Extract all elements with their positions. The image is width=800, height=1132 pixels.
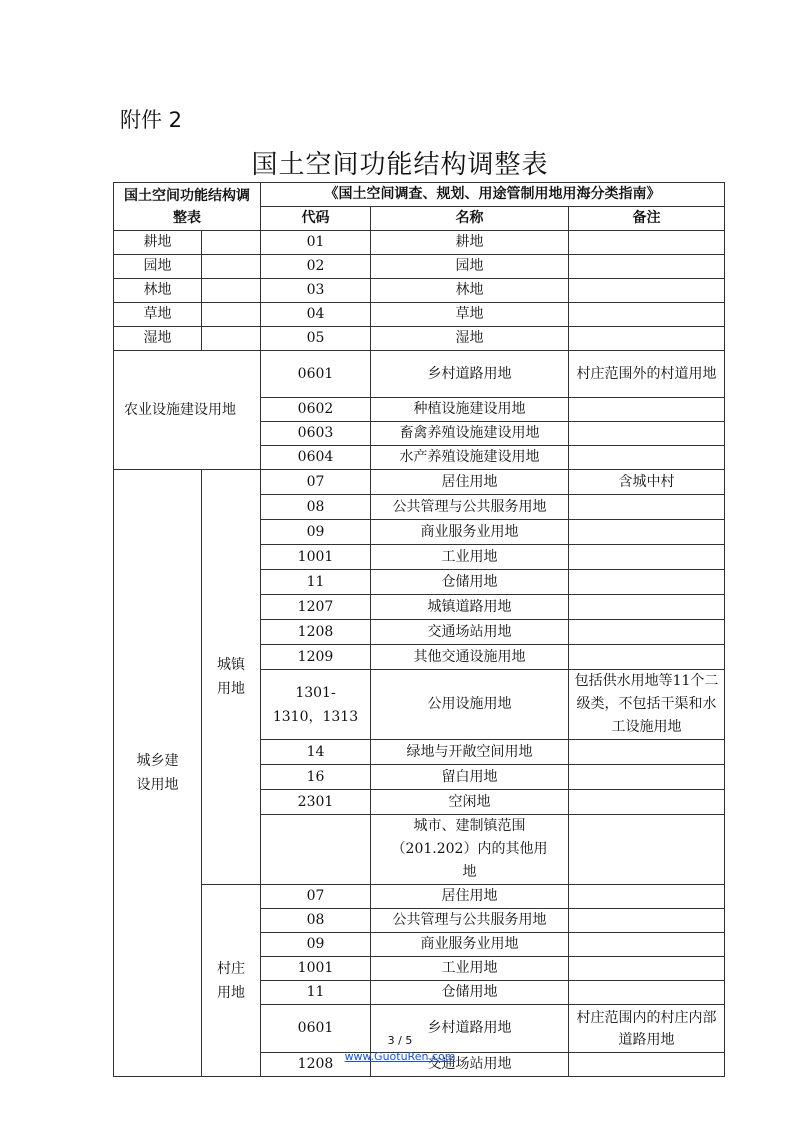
table-row [114, 470, 725, 495]
subcategory-cell [202, 231, 261, 255]
name-cell: 林地 [371, 279, 569, 303]
name-cell: 公共管理与公共服务用地 [371, 495, 569, 520]
note-cell [569, 645, 725, 670]
code-cell: 0601 [261, 1005, 371, 1053]
code-cell: 09 [261, 520, 371, 545]
code-cell: 1207 [261, 595, 371, 620]
name-cell: 草地 [371, 303, 569, 327]
table-row [114, 303, 725, 327]
name-cell: 仓储用地 [371, 981, 569, 1005]
note-cell [569, 595, 725, 620]
name-cell: 商业服务业用地 [371, 933, 569, 957]
code-cell: 0602 [261, 398, 371, 422]
function-structure-table [113, 182, 725, 1077]
name-cell: 居住用地 [371, 470, 569, 495]
code-cell: 02 [261, 255, 371, 279]
subcategory-cell: 城镇用地 [202, 470, 261, 885]
note-cell [569, 790, 725, 815]
code-cell: 1301-1310，1313 [261, 670, 371, 740]
note-cell [569, 279, 725, 303]
note-cell [569, 981, 725, 1005]
code-cell: 0601 [261, 351, 371, 398]
header-standard-cell: 《国土空间调查、规划、用途管制用地用海分类指南》 [261, 183, 725, 207]
note-cell: 村庄范围内的村庄内部道路用地 [569, 1005, 725, 1053]
note-cell [569, 545, 725, 570]
note-cell [569, 933, 725, 957]
code-cell: 09 [261, 933, 371, 957]
subcategory-cell [202, 327, 261, 351]
name-cell: 工业用地 [371, 545, 569, 570]
name-cell: 耕地 [371, 231, 569, 255]
category-cell: 耕地 [114, 231, 202, 255]
name-cell: 园地 [371, 255, 569, 279]
subcategory-cell [202, 255, 261, 279]
name-cell: 工业用地 [371, 957, 569, 981]
name-cell: 空闲地 [371, 790, 569, 815]
note-cell [569, 620, 725, 645]
note-cell [569, 495, 725, 520]
page-number: 3 / 5 [387, 1034, 413, 1047]
table-row [114, 255, 725, 279]
name-cell: 交通场站用地 [371, 1053, 569, 1077]
code-cell: 14 [261, 740, 371, 765]
code-cell: 1001 [261, 957, 371, 981]
note-cell [569, 520, 725, 545]
note-cell [569, 303, 725, 327]
attachment-label: 附件 2 [120, 108, 183, 132]
name-cell: 湿地 [371, 327, 569, 351]
table-row [114, 885, 725, 909]
header-row [114, 183, 725, 207]
name-cell: 乡村道路用地 [371, 351, 569, 398]
name-cell: 仓储用地 [371, 570, 569, 595]
name-cell: 城市、建制镇范围（201.202）内的其他用地 [371, 815, 569, 885]
note-cell [569, 231, 725, 255]
name-cell: 留白用地 [371, 765, 569, 790]
category-cell: 林地 [114, 279, 202, 303]
note-cell [569, 885, 725, 909]
category-cell: 农业设施建设用地 [114, 351, 261, 470]
name-cell: 乡村道路用地 [371, 1005, 569, 1053]
table-row [114, 279, 725, 303]
name-cell: 绿地与开敞空间用地 [371, 740, 569, 765]
page-title: 国土空间功能结构调整表 [251, 150, 549, 180]
code-cell: 16 [261, 765, 371, 790]
name-cell: 水产养殖设施建设用地 [371, 446, 569, 470]
code-cell: 07 [261, 470, 371, 495]
note-cell [569, 570, 725, 595]
header-left-cell: 国土空间功能结构调整表 [114, 183, 261, 231]
category-cell: 园地 [114, 255, 202, 279]
code-cell: 1208 [261, 620, 371, 645]
code-cell: 0603 [261, 422, 371, 446]
subcategory-cell [202, 303, 261, 327]
note-cell [569, 398, 725, 422]
category-cell: 城乡建设用地 [114, 470, 202, 1077]
category-cell: 湿地 [114, 327, 202, 351]
table-row [114, 231, 725, 255]
code-cell: 0604 [261, 446, 371, 470]
name-cell: 公共管理与公共服务用地 [371, 909, 569, 933]
name-cell: 商业服务业用地 [371, 520, 569, 545]
header-note: 备注 [569, 207, 725, 231]
header-code: 代码 [261, 207, 371, 231]
name-cell: 城镇道路用地 [371, 595, 569, 620]
note-cell [569, 327, 725, 351]
note-cell: 含城中村 [569, 470, 725, 495]
table-row [114, 351, 725, 398]
category-cell: 草地 [114, 303, 202, 327]
code-cell: 08 [261, 909, 371, 933]
code-cell [261, 815, 371, 885]
name-cell: 种植设施建设用地 [371, 398, 569, 422]
code-cell: 05 [261, 327, 371, 351]
table-row [114, 327, 725, 351]
note-cell [569, 740, 725, 765]
code-cell: 04 [261, 303, 371, 327]
note-cell: 包括供水用地等11个二级类，不包括干渠和水工设施用地 [569, 670, 725, 740]
code-cell: 08 [261, 495, 371, 520]
note-cell [569, 765, 725, 790]
site-link[interactable]: www.GuotuRen.com [344, 1050, 456, 1063]
name-cell: 其他交通设施用地 [371, 645, 569, 670]
subcategory-cell [202, 279, 261, 303]
code-cell: 2301 [261, 790, 371, 815]
code-cell: 01 [261, 231, 371, 255]
note-cell [569, 909, 725, 933]
note-cell [569, 446, 725, 470]
code-cell: 1209 [261, 645, 371, 670]
note-cell [569, 422, 725, 446]
name-cell: 畜禽养殖设施建设用地 [371, 422, 569, 446]
note-cell [569, 815, 725, 885]
note-cell: 村庄范围外的村道用地 [569, 351, 725, 398]
code-cell: 07 [261, 885, 371, 909]
name-cell: 居住用地 [371, 885, 569, 909]
name-cell: 交通场站用地 [371, 620, 569, 645]
code-cell: 1208 [261, 1053, 371, 1077]
code-cell: 1001 [261, 545, 371, 570]
code-cell: 11 [261, 981, 371, 1005]
note-cell [569, 255, 725, 279]
subcategory-cell: 村庄用地 [202, 885, 261, 1077]
header-name: 名称 [371, 207, 569, 231]
note-cell [569, 957, 725, 981]
code-cell: 11 [261, 570, 371, 595]
code-cell: 03 [261, 279, 371, 303]
name-cell: 公用设施用地 [371, 670, 569, 740]
